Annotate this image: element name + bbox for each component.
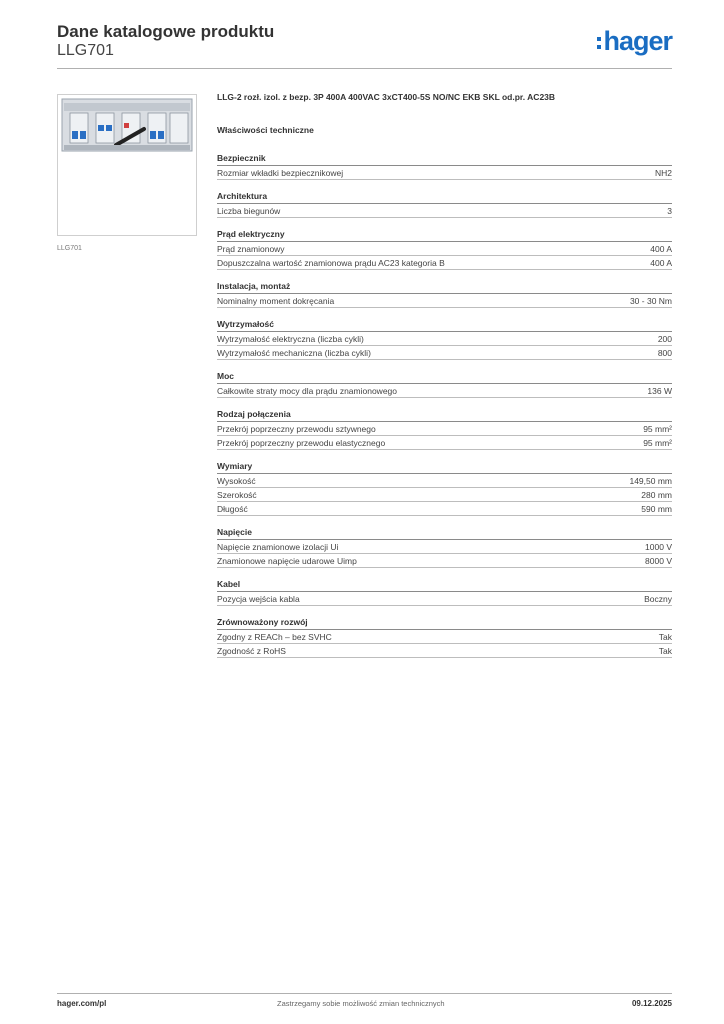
property-row bbox=[217, 474, 672, 488]
product-details bbox=[217, 92, 672, 668]
property-label: Wytrzymałość elektryczna (liczba cykli) bbox=[217, 333, 364, 344]
property-row bbox=[217, 422, 672, 436]
property-section bbox=[217, 616, 672, 658]
property-label: Wytrzymałość mechaniczna (liczba cykli) bbox=[217, 347, 371, 358]
property-section bbox=[217, 408, 672, 450]
property-label: Znamionowe napięcie udarowe Uimp bbox=[217, 555, 357, 566]
document-title: Dane katalogowe produktu bbox=[57, 22, 275, 41]
property-value: Tak bbox=[658, 645, 672, 656]
properties-heading: Właściwości techniczne bbox=[217, 125, 314, 135]
property-label: Całkowite straty mocy dla prądu znamionowego bbox=[217, 385, 398, 396]
property-label: Szerokość bbox=[217, 489, 257, 500]
section-title: Wytrzymałość bbox=[217, 318, 672, 332]
property-label: Dopuszczalna wartość znamionowa prądu AC23 kategoria B bbox=[217, 257, 445, 268]
property-row bbox=[217, 644, 672, 658]
property-label: Liczba biegunów bbox=[217, 205, 281, 216]
product-code: LLG701 bbox=[57, 42, 114, 59]
section-title: Bezpiecznik bbox=[217, 152, 672, 166]
section-title: Prąd elektryczny bbox=[217, 228, 672, 242]
property-value: 590 mm bbox=[641, 503, 672, 514]
logo-dots-icon bbox=[597, 37, 601, 49]
product-image bbox=[57, 94, 197, 236]
property-row bbox=[217, 554, 672, 568]
section-title: Kabel bbox=[217, 578, 672, 592]
property-value: 149,50 mm bbox=[629, 475, 672, 486]
property-value: NH2 bbox=[654, 167, 672, 178]
property-row bbox=[217, 540, 672, 554]
property-section bbox=[217, 526, 672, 568]
property-value: 280 mm bbox=[641, 489, 672, 500]
property-row bbox=[217, 242, 672, 256]
property-row bbox=[217, 256, 672, 270]
fuse-switch-illustration-icon bbox=[58, 95, 196, 235]
section-title: Wymiary bbox=[217, 460, 672, 474]
property-row bbox=[217, 592, 672, 606]
header-divider bbox=[57, 68, 672, 69]
property-section bbox=[217, 280, 672, 308]
section-title: Moc bbox=[217, 370, 672, 384]
property-value: 400 A bbox=[650, 257, 672, 268]
property-section bbox=[217, 318, 672, 360]
property-label: Długość bbox=[217, 503, 248, 514]
property-value: 95 mm² bbox=[643, 437, 672, 448]
property-value: 30 - 30 Nm bbox=[629, 295, 672, 306]
hager-logo bbox=[597, 26, 672, 56]
image-caption: LLG701 bbox=[57, 245, 82, 252]
property-row bbox=[217, 384, 672, 398]
section-title: Instalacja, montaż bbox=[217, 280, 672, 294]
property-row bbox=[217, 502, 672, 516]
property-value: 400 A bbox=[650, 243, 672, 254]
property-section bbox=[217, 190, 672, 218]
page-footer bbox=[57, 999, 672, 1011]
property-section bbox=[217, 460, 672, 516]
property-value: 95 mm² bbox=[643, 423, 672, 434]
property-section bbox=[217, 370, 672, 398]
property-row bbox=[217, 436, 672, 450]
property-section bbox=[217, 228, 672, 270]
property-label: Napięcie znamionowe izolacji Ui bbox=[217, 541, 339, 552]
section-title: Architektura bbox=[217, 190, 672, 204]
section-title: Napięcie bbox=[217, 526, 672, 540]
property-label: Nominalny moment dokręcania bbox=[217, 295, 335, 306]
property-label: Prąd znamionowy bbox=[217, 243, 285, 254]
property-value: Tak bbox=[658, 631, 672, 642]
property-value: 136 W bbox=[647, 385, 672, 396]
property-label: Przekrój poprzeczny przewodu elastycznego bbox=[217, 437, 386, 448]
property-label: Przekrój poprzeczny przewodu sztywnego bbox=[217, 423, 376, 434]
product-description: LLG-2 rozł. izol. z bezp. 3P 400A 400VAC 3xCT400-5S NO/NC EKB SKL od.pr. AC23B bbox=[217, 92, 556, 102]
property-row bbox=[217, 488, 672, 502]
property-label: Zgodność z RoHS bbox=[217, 645, 286, 656]
property-value: Boczny bbox=[644, 593, 672, 604]
footer-divider bbox=[57, 993, 672, 994]
property-row bbox=[217, 630, 672, 644]
section-title: Rodzaj połączenia bbox=[217, 408, 672, 422]
footer-date: 09.12.2025 bbox=[631, 999, 672, 1008]
property-section bbox=[217, 578, 672, 606]
properties-sections bbox=[217, 152, 672, 658]
property-label: Zgodny z REACh – bez SVHC bbox=[217, 631, 332, 642]
footer-note: Zastrzegamy sobie możliwość zmian technicznych bbox=[277, 999, 445, 1008]
property-label: Wysokość bbox=[217, 475, 256, 486]
property-label: Rozmiar wkładki bezpiecznikowej bbox=[217, 167, 344, 178]
property-row bbox=[217, 204, 672, 218]
page-header bbox=[57, 20, 672, 70]
section-title: Zrównoważony rozwój bbox=[217, 616, 672, 630]
logo-text: hager bbox=[603, 25, 672, 56]
property-value: 200 bbox=[657, 333, 672, 344]
property-row bbox=[217, 294, 672, 308]
property-value: 1000 V bbox=[645, 541, 672, 552]
property-row bbox=[217, 346, 672, 360]
footer-website: hager.com/pl bbox=[57, 999, 107, 1008]
property-value: 8000 V bbox=[645, 555, 672, 566]
property-section bbox=[217, 152, 672, 180]
property-row bbox=[217, 332, 672, 346]
property-row bbox=[217, 166, 672, 180]
property-value: 3 bbox=[667, 205, 672, 216]
property-value: 800 bbox=[657, 347, 672, 358]
property-label: Pozycja wejścia kabla bbox=[217, 593, 300, 604]
